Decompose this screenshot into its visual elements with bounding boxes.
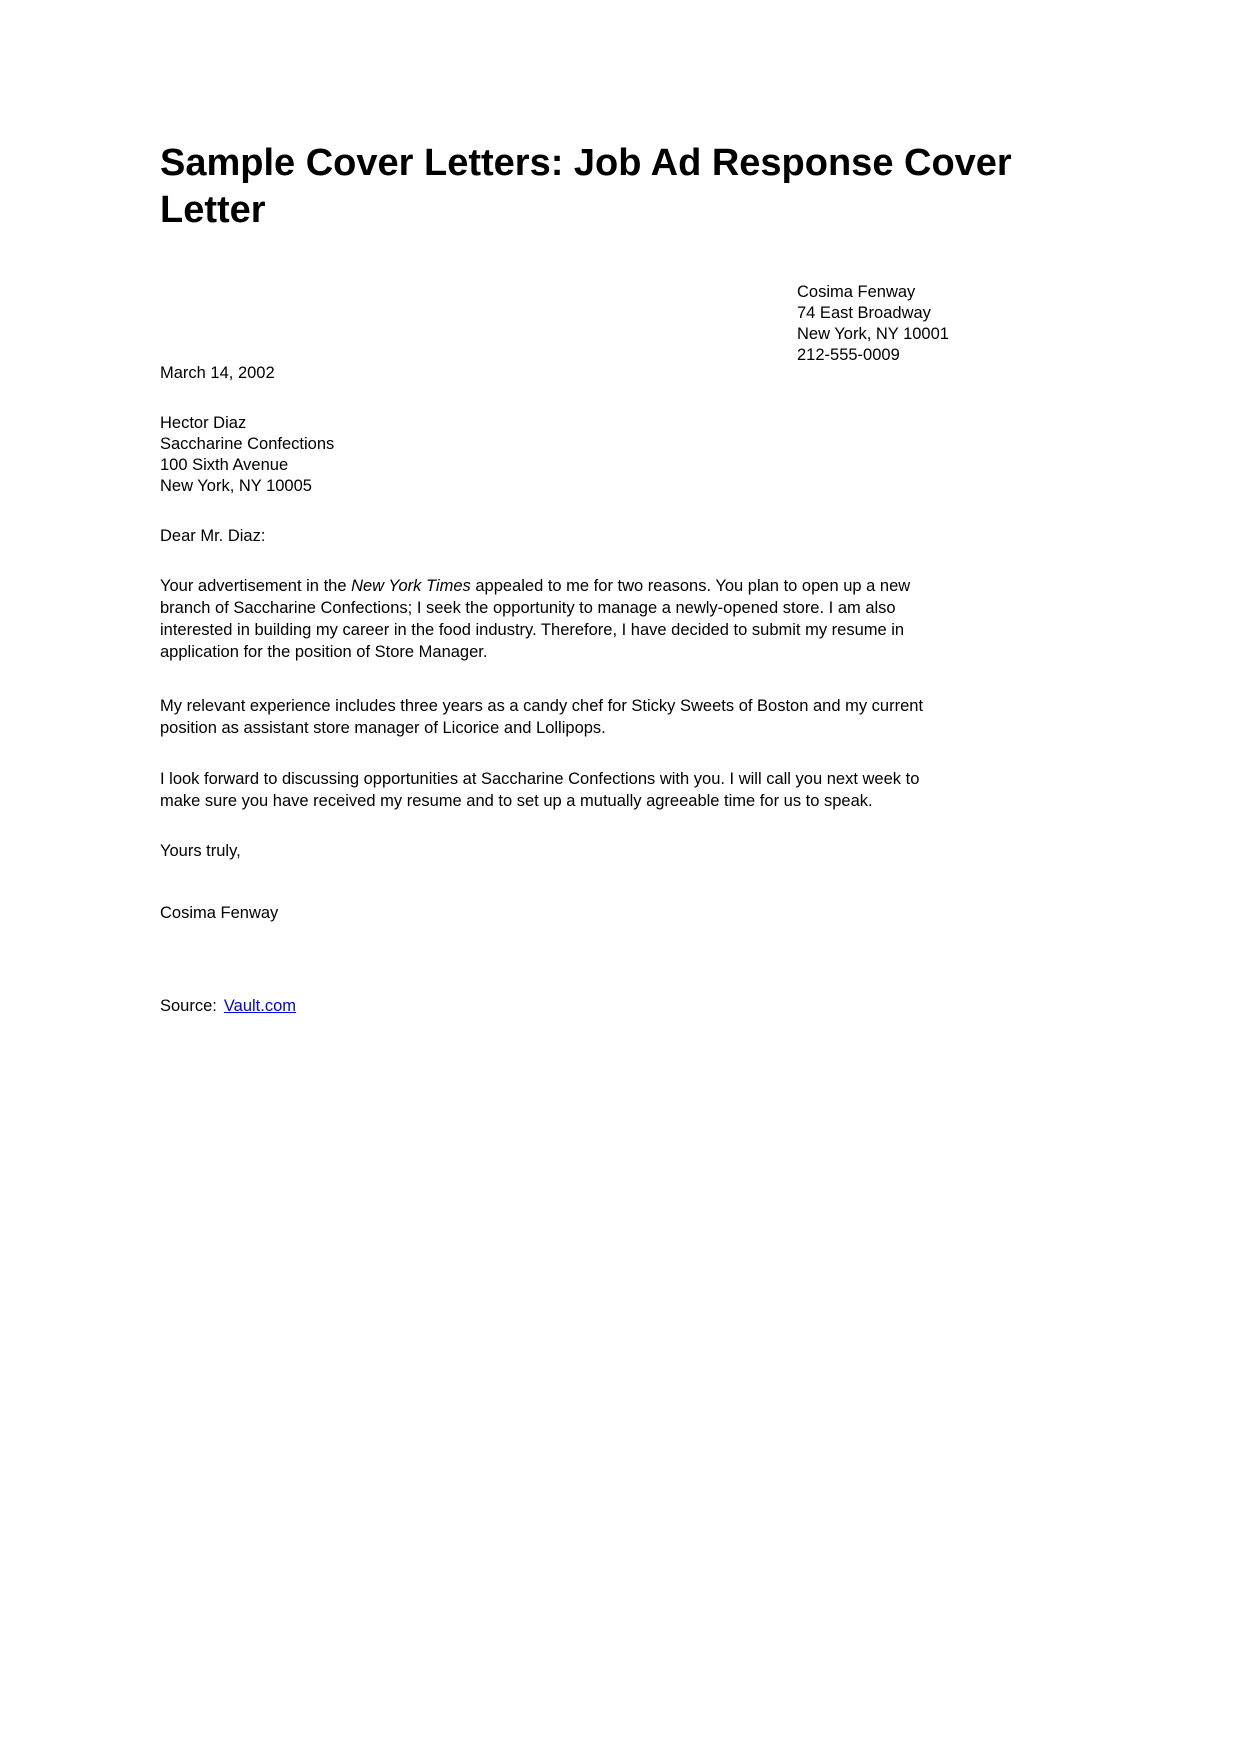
paragraph-1-line-2: branch of Saccharine Confections; I seek the opportunity to manage a newly-opened store. I am also — [160, 599, 896, 617]
paragraph-2-line-2: position as assistant store manager of Licorice and Lollipops. — [160, 719, 606, 737]
closing: Yours truly, — [160, 842, 241, 860]
page-title-line-1: Sample Cover Letters: Job Ad Response Cover — [160, 142, 1012, 184]
source-line — [160, 995, 296, 1017]
publication-name-italic: New York Times — [351, 577, 471, 595]
salutation: Dear Mr. Diaz: — [160, 527, 266, 545]
paragraph-2-line-1: My relevant experience includes three years as a candy chef for Sticky Sweets of Boston and my current — [160, 697, 924, 715]
sender-phone: 212-555-0009 — [797, 346, 900, 364]
sender-city-state-zip: New York, NY 10001 — [797, 325, 949, 343]
recipient-name: Hector Diaz — [160, 414, 247, 432]
body-paragraph-1 — [160, 575, 910, 663]
recipient-street: 100 Sixth Avenue — [160, 456, 289, 474]
signature-name: Cosima Fenway — [160, 904, 279, 922]
sender-address-block — [797, 282, 949, 366]
body-paragraph-3 — [160, 768, 919, 812]
paragraph-1-line-4: application for the position of Store Manager. — [160, 643, 488, 661]
paragraph-3-line-1: I look forward to discussing opportunities at Saccharine Confections with you. I will call you next week to — [160, 770, 920, 788]
recipient-city-state-zip: New York, NY 10005 — [160, 477, 312, 495]
source-label: Source: — [160, 997, 217, 1015]
paragraph-1-line-3: interested in building my career in the food industry. Therefore, I have decided to submit my resume in — [160, 621, 905, 639]
paragraph-1-line-1 — [160, 575, 910, 597]
letter-date: March 14, 2002 — [160, 364, 275, 382]
source-link[interactable]: Vault.com — [223, 997, 297, 1015]
paragraph-3-line-2: make sure you have received my resume and to set up a mutually agreeable time for us to speak. — [160, 792, 873, 810]
paragraph-1-line-1-pre: Your advertisement in the — [160, 577, 352, 595]
sender-street: 74 East Broadway — [797, 304, 931, 322]
page-title-line-2: Letter — [160, 189, 266, 231]
page-title — [160, 140, 1080, 234]
paragraph-1-line-1-post: appealed to me for two reasons. You plan to open up a new — [470, 577, 911, 595]
body-paragraph-2 — [160, 695, 923, 739]
recipient-company: Saccharine Confections — [160, 435, 335, 453]
recipient-address-block — [160, 413, 334, 497]
sender-name: Cosima Fenway — [797, 283, 916, 301]
